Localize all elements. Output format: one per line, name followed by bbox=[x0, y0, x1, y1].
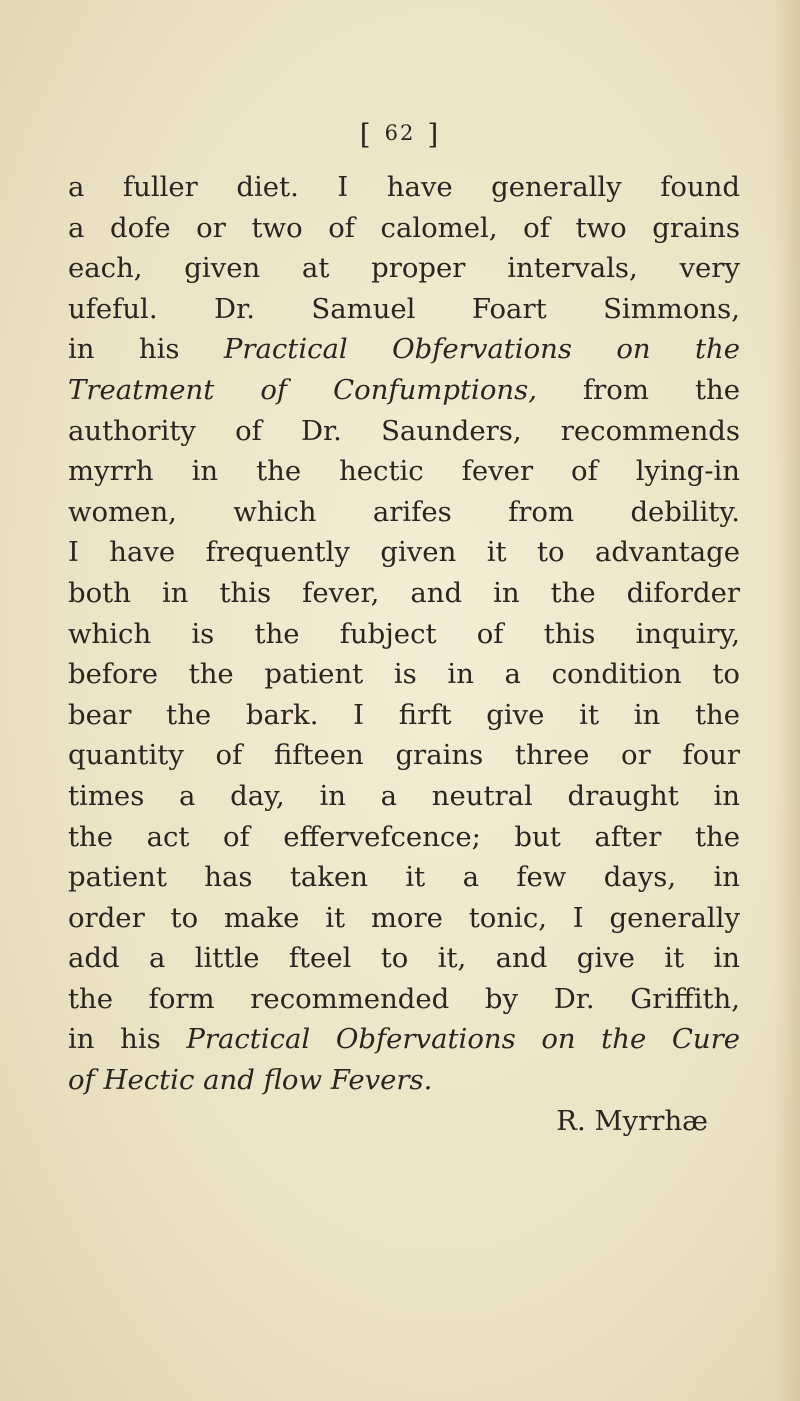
text-segment: which is the fubject of this inquiry, bbox=[68, 617, 740, 650]
text-segment: in his bbox=[68, 1023, 187, 1056]
text-segment: from the bbox=[536, 373, 740, 406]
catchword bbox=[68, 1101, 740, 1142]
text-segment: both in this fever, and in the diforder bbox=[68, 576, 740, 609]
italic-title-text: Practical Obfervations on the bbox=[223, 333, 740, 366]
text-line bbox=[68, 817, 740, 858]
text-segment: R. Myrrhæ bbox=[556, 1104, 708, 1137]
text-line bbox=[68, 411, 740, 452]
text-line bbox=[68, 167, 740, 208]
text-line bbox=[68, 979, 740, 1020]
text-segment: the act of effervefcence; but after the bbox=[68, 820, 740, 853]
text-segment: quantity of fifteen grains three or four bbox=[68, 739, 740, 772]
text-line bbox=[68, 370, 740, 411]
italic-title-text: Treatment of Confumptions, bbox=[68, 373, 537, 406]
page-number-value: 62 bbox=[384, 121, 416, 145]
text-line bbox=[68, 289, 740, 330]
text-line bbox=[68, 451, 740, 492]
text-line bbox=[68, 573, 740, 614]
text-segment: I have frequently given it to advantage bbox=[68, 536, 740, 569]
text-line bbox=[68, 695, 740, 736]
text-segment: myrrh in the hectic fever of lying-in bbox=[68, 455, 740, 488]
page-number-bracket-open: [ bbox=[359, 118, 373, 151]
text-line bbox=[68, 532, 740, 573]
text-segment: the form recommended by Dr. Griffith, bbox=[68, 982, 740, 1015]
text-segment: women, which arifes from debility. bbox=[68, 495, 740, 528]
text-segment: before the patient is in a condition to bbox=[68, 658, 740, 691]
text-segment: ufeful. Dr. Samuel Foart Simmons, bbox=[68, 292, 740, 325]
page-number-bracket-close: ] bbox=[427, 118, 441, 151]
text-segment: a dofe or two of calomel, of two grains bbox=[68, 211, 740, 244]
text-line bbox=[68, 329, 740, 370]
text-segment: in his bbox=[68, 333, 224, 366]
text-segment: authority of Dr. Saunders, recommends bbox=[68, 414, 740, 447]
text-line bbox=[68, 1019, 740, 1060]
body-text bbox=[68, 167, 740, 1141]
page-edge-shadow bbox=[774, 0, 800, 1401]
text-segment: bear the bark. I firft give it in the bbox=[68, 698, 740, 731]
text-line bbox=[68, 248, 740, 289]
text-segment: a fuller diet. I have generally found bbox=[68, 171, 740, 203]
text-line bbox=[68, 614, 740, 655]
text-line bbox=[68, 492, 740, 533]
text-line bbox=[68, 208, 740, 249]
text-line bbox=[68, 938, 740, 979]
text-segment: add a little fteel to it, and give it in bbox=[68, 942, 740, 975]
italic-title-text: of Hectic and flow Fevers. bbox=[68, 1064, 433, 1097]
text-line bbox=[68, 776, 740, 817]
text-segment: times a day, in a neutral draught in bbox=[68, 779, 740, 812]
text-segment: each, given at proper intervals, very bbox=[68, 252, 740, 285]
text-line bbox=[68, 1060, 740, 1101]
text-segment: order to make it more tonic, I generally bbox=[68, 901, 740, 934]
page-number bbox=[0, 118, 800, 151]
text-line bbox=[68, 654, 740, 695]
text-line bbox=[68, 898, 740, 939]
text-segment: patient has taken it a few days, in bbox=[68, 861, 740, 894]
italic-title-text: Practical Obfervations on the Cure bbox=[186, 1023, 740, 1056]
text-line bbox=[68, 735, 740, 776]
text-line bbox=[68, 857, 740, 898]
